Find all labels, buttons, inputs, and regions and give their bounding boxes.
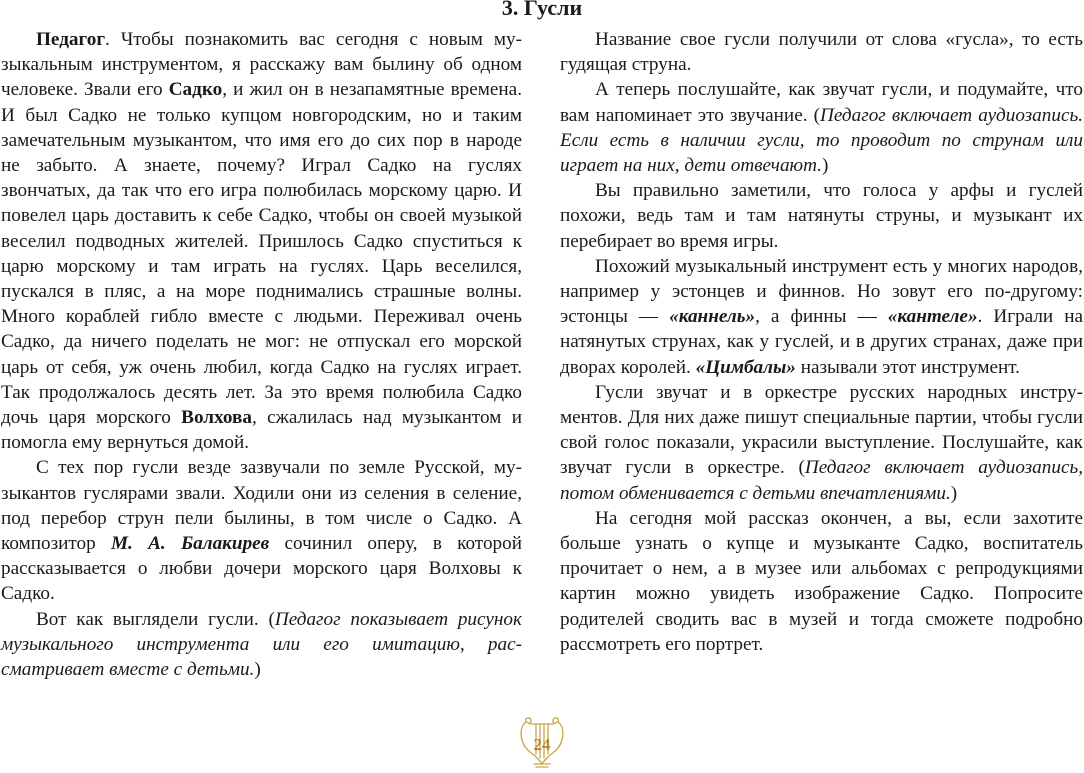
paragraph [1,607,522,683]
bold-text: Педагог [36,29,106,50]
bolditalic-text: «Цимбалы» [695,356,796,378]
italic-text: Педагог показывает рисунок музыкального инструмента или его имитацию, рассматривает вместе с детьми. [1,608,523,681]
body-text: . Играли на натянутых струнах, как у гуслей, и в других странах, даже при дворах королей. [560,306,1083,378]
left-column [1,27,522,682]
bolditalic-text: М. А. Балакирев [111,533,270,555]
bolditalic-text: «каннель» [669,306,756,328]
body-text: , а финны — [755,306,888,328]
body-text: ) [950,482,958,504]
paragraph [1,455,522,606]
paragraph [1,27,522,455]
right-column [560,27,1083,657]
body-text: , сжалилась над музыкантом и помогла ему вернуться домой. [1,407,522,454]
body-text: На сегодня мой рассказ окончен, а вы, если захотите больше узнать о купце и музыканте Садко, воспитатель прочитает о нем, а в музее или альбомах с репродукциями картин можно увидеть изображение Садко. Попросите родителей сводить вас в музей и тогда сможете подробно рассмотреть его портрет. [560,507,1083,655]
section-title: 3. Гусли [501,0,583,20]
paragraph [560,27,1083,77]
paragraph [560,506,1083,657]
body-text: называли этот инструмент. [795,356,1020,378]
italic-text: Педагог включает аудиозапись, потом обменивается с детьми впечатлениями. [560,457,1083,504]
bolditalic-text: «кантеле» [887,306,978,328]
bold-text: Садко [168,79,223,101]
body-text: Вот как выглядели гусли. ( [36,608,275,630]
page-number: 24 [533,735,551,754]
body-text: Название свое гусли получили от слова «гусла», то есть гудящая струна. [560,29,1083,76]
body-text: сочинил оперу, в которой рассказывается о любви дочери морского царя Волховы к Садко. [1,533,522,605]
body-text: . Чтобы познакомить вас сегодня с новым музыкальным инструментом, я расскажу вам былину об одном человеке. Звали его [1,29,522,101]
paragraph [560,178,1083,254]
body-text: ) [254,659,261,681]
body-text: Гусли звучат и в оркестре русских народных инструментов. Для них даже пишут специальные партии, чтобы гусли свой голос показали, украсили выступление. Послушайте, как звучат гусли в оркестре. ( [560,381,1083,479]
italic-text: Педагог включает аудиозапись. Если есть в наличии гусли, то проводит по струнам или играет на них, дети отвечают. [560,104,1083,177]
body-text: Похожий музыкальный инструмент есть у многих народов, например у эстонцев и финнов. Но зовут его по-другому: эстонцы — [560,255,1083,328]
page-number-ornament [514,714,570,770]
paragraph [560,254,1083,380]
body-text: , и жил он в незапамятные времена. И был Садко не только купцом новгородским, но и таким замечательным музыкантом, что имя его до сих пор в народе не забыто. А знаете, почему? Играл Садко на гуслях звончатых, да так что его игра полюбилась морскому царю. И повелел царь доставить к себе Садко, чтобы он своей музыкой веселил подводных жителей. Пришлось Садко спуститься к царю морскому и там играть на гуслях. Царь веселился, пускался в пляс, а на море поднимались страшные волны. Много кораблей гибло вместе с людьми. Переживал очень Садко, да ничего поделать не мог: не отпускал его морской царь от себя, уж очень любил, когда Садко на гуслях играет. Так продолжалось десять лет. За это время полюбила Садко дочь царя морского [1,79,522,429]
body-text: С тех пор гусли везде зазвучали по земле Русской, музыкантов гуслярами звали. Ходили они из селения в селение, под перебор струн пели былины, в том числе о Садко. А композитор [1,457,522,555]
body-text: Вы правильно заметили, что голоса у арфы и гуслей похожи, ведь там и там натянуты струны, и музыкант их перебирает во время игры. [560,180,1083,252]
body-text: ) [821,155,829,177]
body-text: А теперь послушайте, как звучат гусли, и подумайте, что вам напоминает это звучание. ( [560,79,1083,126]
bold-text: Волхова [181,407,252,429]
paragraph [560,380,1083,506]
paragraph [560,77,1083,178]
